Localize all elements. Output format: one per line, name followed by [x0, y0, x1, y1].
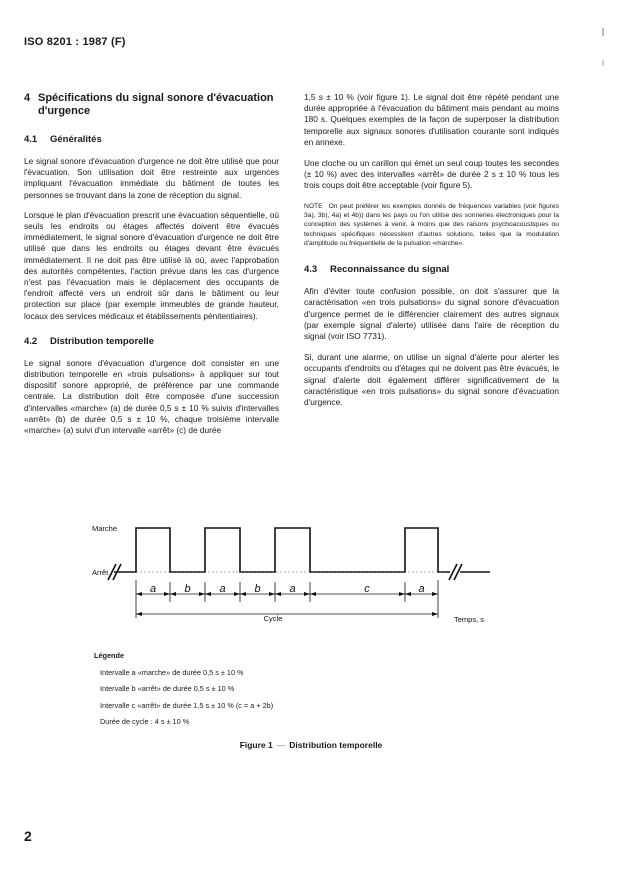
subsection-4-3-heading: [304, 264, 559, 276]
timing-diagram: [78, 518, 538, 658]
subsection-title: Reconnaissance du signal: [330, 264, 450, 276]
right-column: [304, 92, 559, 417]
legend-item: Intervalle a «marche» de durée 0,5 s ± 10 %: [100, 667, 244, 677]
legend-title: Légende: [94, 651, 125, 660]
segment-dimension-line: [136, 580, 438, 618]
scan-mark: [602, 60, 604, 66]
subsection-number: 4.2: [24, 335, 38, 347]
paragraph: Le signal sonore d'évacuation d'urgence ne doit être utilisé que pour l'évacuation. Son utilisation doit être restreinte aux urgences impliquant l'évacuation immédiate du bâtiment de toutes les personnes se trouvant dans la zone de réception du signal.: [24, 156, 279, 200]
segment-label-a: a: [418, 583, 425, 595]
caption-title: Distribution temporelle: [289, 740, 383, 750]
subsection-4-2-heading: [24, 336, 279, 348]
paragraph: Si, durant une alarme, on utilise un signal d'alerte pour alerter les occupants d'endroits ou d'étages qui ne doivent pas être évacués, le signal d'alerte doit également différer significativement de la caractéristique «en trois pulsations» du signal sonore d'évacuation d'urgence.: [304, 352, 559, 407]
paragraph: Lorsque le plan d'évacuation prescrit une évacuation séquentielle, où seuls les endroits ou étages affectés doivent être évacués immédiatement, le signal sonore d'évacuation d'urgence ne doit être utilisé que dans les endroits ou étages devant être évacués immédiatement. Il ne doit pas être utilisé là où, avec l'approbation des autorités compétentes, l'action prévue dans les cas d'urgence n'est pas l'évacuation mais le déplacement des occupants de l'endroit affecté vers un endroit sûr dans le bâtiment ou leur protection sur place (par exemple immeubles de grande hauteur, locaux des services médicaux et établissements pénitentiaires).: [24, 209, 279, 321]
paragraph: Le signal sonore d'évacuation d'urgence doit consister en une distribution temporelle en «trois pulsations» à appliquer sur tout dispositif sonore approprié, de préférence par une commande centrale. La distribution doit être composée d'une succession d'intervalles «marche» (a) de durée 0,5 s ± 10 % suivis d'intervalles «arrêt» (b) de durée 0,5 s ± 10 %, chaque troisième intervalle «marche» (a) suivi d'un intervalle «arrêt» (c) de durée: [24, 357, 279, 436]
paragraph: Afin d'éviter toute confusion possible, on doit s'assurer que la caractérisation «en trois pulsations» du signal sonore d'évacuation d'urgence permet de le différencier clairement des autres signaux (par exemple signal d'alerte) utilisée dans l'aire de réception du signal (voir ISO 7731).: [304, 286, 559, 341]
segment-label-a: a: [219, 583, 226, 595]
page-number: 2: [24, 828, 32, 844]
caption-label: Figure 1: [239, 740, 273, 750]
segment-label-b: b: [184, 583, 191, 595]
legend-item: Durée de cycle : 4 s ± 10 %: [100, 717, 190, 726]
paragraph: 1,5 s ± 10 % (voir figure 1). Le signal doit être répété pendant une durée appropriée à l'évacuation du bâtiment mais pendant au moins 180 s. Quelques exemples de la façon de superposer la distribution temporelle aux signaux sonores d'utilisation courante sont indiqués en annexe.: [304, 92, 559, 147]
section-4-heading: [24, 92, 279, 118]
time-axis-label: Temps, s: [454, 615, 485, 624]
figure-caption: [0, 740, 622, 750]
legend-item: Intervalle b «arrêt» de durée 0,5 s ± 10 %: [100, 684, 235, 693]
note: [304, 202, 559, 248]
segment-label-b: b: [254, 583, 261, 595]
subsection-title: Généralités: [50, 134, 102, 145]
legend-item: Intervalle c «arrêt» de durée 1,5 s ± 10 % (c = a + 2b): [100, 700, 274, 710]
cycle-label: Cycle: [263, 614, 283, 623]
signal-waveform: [114, 528, 450, 572]
segment-label-a: a: [149, 583, 157, 595]
arret-label: Arrêt: [92, 568, 109, 577]
scan-mark: [602, 28, 604, 36]
note-text: On peut préférer les exemples donnés de fréquences variables (voir figures 3a), 3b), 4a) et 4b)) dans les pays ou l'on utilise des sonneries électroniques pour la conception des systèmes à venir, à moins que des raisons psychoacoustiques ou techniques spécifiques nécessitent d'autres solutions, telles que la modulation d'amplitude ou fréquentielle de la pulsation «marche».: [304, 202, 559, 247]
left-column: [24, 92, 279, 445]
caption-dash: —: [276, 740, 286, 750]
subsection-4-1-heading: [24, 134, 279, 146]
section-number: 4: [24, 92, 31, 104]
standard-reference: ISO 8201 : 1987 (F): [24, 36, 126, 48]
marche-label: Marche: [92, 524, 118, 533]
figure-legend: [94, 648, 274, 731]
subsection-title: Distribution temporelle: [50, 335, 154, 347]
section-title: Spécifications du signal sonore d'évacuation d'urgence: [38, 92, 274, 117]
subsection-number: 4.3: [304, 264, 318, 276]
note-label: NOTE: [304, 202, 323, 210]
paragraph: Une cloche ou un carillon qui émet un seul coup toutes les secondes (± 10 %) avec des intervalles «arrêt» de durée 2 s ± 10 % tous les trois coups doit être acceptable (voir figure 5).: [304, 158, 559, 191]
segment-label-c: c: [364, 583, 370, 595]
subsection-number: 4.1: [24, 134, 38, 145]
segment-label-a: a: [289, 583, 296, 595]
